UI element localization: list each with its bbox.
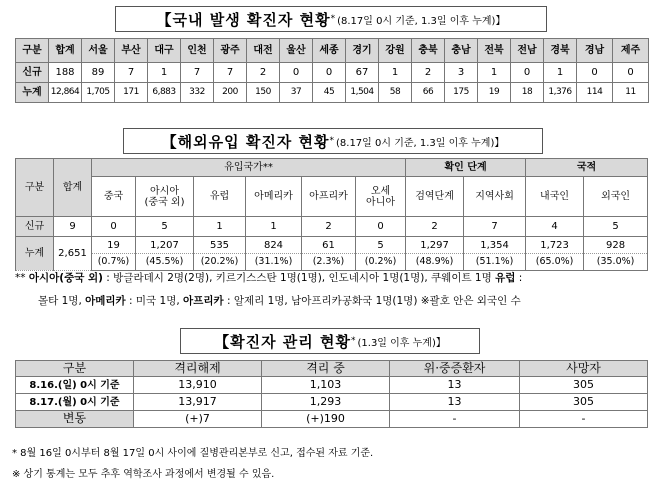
table-cell: 1,293 [262,394,390,411]
note-africa-label: 아프리카 [183,295,224,307]
table-cell: 332 [181,83,214,103]
header-cell: 세종 [313,39,346,63]
header-cell: 경남 [577,39,613,63]
sub-header-cell: 외국인 [584,177,648,217]
table-cell: 1 [379,63,412,83]
percent-cell: (20.2%) [194,254,246,271]
table-cell: 7 [181,63,214,83]
table-cell: 0 [577,63,613,83]
percent-cell: (31.1%) [246,254,302,271]
table-cell: 171 [115,83,148,103]
table-cell: 19 [92,237,136,254]
percent-cell: (0.7%) [92,254,136,271]
header-cell: 경기 [346,39,379,63]
table-cell: 1 [246,217,302,237]
table-cell: 6,883 [148,83,181,103]
note-prefix: ** [15,272,29,284]
note-america-text: : 미국 1명, [125,295,184,307]
header-cell: 전북 [478,39,511,63]
table-cell: 2 [247,63,280,83]
table-cell: 89 [82,63,115,83]
overseas-cases-table [15,158,648,271]
table-cell: - [520,411,648,428]
management-header-row [16,361,648,377]
sub-header-cell: 오세 아니아 [356,177,406,217]
note-america-label: 아메리카 [85,295,126,307]
table-cell: 18 [511,83,544,103]
overseas-group-header-row [16,159,648,177]
row-label: 신규 [16,63,49,83]
table-cell: 12,864 [49,83,82,103]
footnote-1: * 8월 16일 0시부터 8월 17일 0시 사이에 질병관리본부로 신고, 접수된 자료 기준. [12,448,374,459]
header-cell: 인천 [181,39,214,63]
table-cell: 1,103 [262,377,390,394]
table-cell: 928 [584,237,648,254]
table-cell: 58 [379,83,412,103]
table-cell: 4 [526,217,584,237]
table-cell: 13 [390,394,520,411]
management-title-mark: * [351,336,356,346]
row-label: 8.16.(일) 0시 기준 [16,377,134,394]
table-cell: 13,910 [134,377,262,394]
domestic-cases-table [15,38,649,103]
table-cell: 13 [390,377,520,394]
table-cell: 5 [584,217,648,237]
header-cell-stage-group: 확인 단계 [406,159,526,177]
management-title-box [180,328,480,354]
overseas-new-row [16,217,648,237]
domestic-title-box [115,6,547,32]
percent-cell: (65.0%) [526,254,584,271]
table-cell: 1,723 [526,237,584,254]
table-cell: 2 [302,217,356,237]
percent-cell: (0.2%) [356,254,406,271]
table-cell: 188 [49,63,82,83]
table-cell: 114 [577,83,613,103]
header-cell: 충북 [412,39,445,63]
table-cell: 1 [194,217,246,237]
overseas-note-line-2 [38,293,662,310]
percent-cell: (2.3%) [302,254,356,271]
table-cell: 305 [520,377,648,394]
table-cell: 67 [346,63,379,83]
note-africa-text: : 알제리 1명, 남아프리카공화국 1명(1명) ※괄호 안은 외국인 수 [223,295,521,307]
table-cell: (+)7 [134,411,262,428]
domestic-header-row [16,39,649,63]
table-cell: 1,376 [544,83,577,103]
header-cell: 제주 [613,39,649,63]
overseas-percent-row [16,254,648,271]
table-cell: 1,207 [136,237,194,254]
table-cell: 66 [412,83,445,103]
table-cell: 1 [148,63,181,83]
table-cell: 1,504 [346,83,379,103]
note-europe-label: 유럽 [495,272,516,284]
header-cell: 합계 [54,159,92,217]
header-cell: 광주 [214,39,247,63]
row-label: 신규 [16,217,54,237]
header-cell: 대구 [148,39,181,63]
header-cell-nationality-group: 국적 [526,159,648,177]
management-row-0817 [16,394,648,411]
table-cell: 1,354 [464,237,526,254]
footnote-2: ※ 상기 통계는 모두 추후 역학조사 과정에서 변경될 수 있음. [12,469,275,480]
management-row-0816 [16,377,648,394]
header-cell: 대전 [247,39,280,63]
table-cell: 150 [247,83,280,103]
sub-header-cell: 아프리카 [302,177,356,217]
table-cell: 2 [406,217,464,237]
overseas-title-sub: (8.17일 0시 기준, 1.3일 이후 누계)】 [336,137,505,149]
sub-header-cell: 아메리카 [246,177,302,217]
table-cell: (+)190 [262,411,390,428]
overseas-sub-header-row [16,177,648,217]
table-cell: 45 [313,83,346,103]
table-cell: 0 [613,63,649,83]
header-cell: 서울 [82,39,115,63]
management-title-sub: (1.3일 이후 누계)】 [357,337,446,349]
table-cell: 13,917 [134,394,262,411]
table-cell: 0 [511,63,544,83]
percent-cell: (48.9%) [406,254,464,271]
header-cell: 격리해제 [134,361,262,377]
overseas-title-box [123,128,543,154]
table-cell: 5 [356,237,406,254]
table-cell: 7 [115,63,148,83]
percent-cell: (45.5%) [136,254,194,271]
sub-header-cell: 지역사회 [464,177,526,217]
table-cell: 9 [54,217,92,237]
header-cell: 전남 [511,39,544,63]
table-cell: 0 [92,217,136,237]
header-cell: 부산 [115,39,148,63]
row-label: 누계 [16,237,54,271]
header-cell: 구분 [16,39,49,63]
header-cell: 격리 중 [262,361,390,377]
table-cell: 3 [445,63,478,83]
domestic-cumulative-row [16,83,649,103]
table-cell: 37 [280,83,313,103]
header-cell: 구분 [16,159,54,217]
note-asia-label: 아시아(중국 외) [28,272,103,284]
table-cell: 305 [520,394,648,411]
header-cell: 사망자 [520,361,648,377]
domestic-new-row [16,63,649,83]
header-cell: 합계 [49,39,82,63]
domestic-title-mark: * [330,14,336,24]
table-cell: 2,651 [54,237,92,271]
note-europe-text: : [515,272,523,284]
table-cell: - [390,411,520,428]
header-cell-country-group: 유입국가** [92,159,406,177]
table-cell: 7 [214,63,247,83]
domestic-title-sub: (8.17일 0시 기준, 1.3일 이후 누계)】 [337,15,506,27]
table-cell: 7 [464,217,526,237]
row-label: 변동 [16,411,134,428]
overseas-note-line-1 [15,270,655,287]
sub-header-cell: 내국인 [526,177,584,217]
table-cell: 2 [412,63,445,83]
sub-header-cell: 유럽 [194,177,246,217]
table-cell: 19 [478,83,511,103]
case-management-table [15,360,648,428]
table-cell: 5 [136,217,194,237]
overseas-cumulative-row [16,237,648,254]
table-cell: 11 [613,83,649,103]
header-cell: 울산 [280,39,313,63]
row-label: 8.17.(월) 0시 기준 [16,394,134,411]
table-cell: 0 [313,63,346,83]
table-cell: 1,705 [82,83,115,103]
header-cell: 경북 [544,39,577,63]
table-cell: 0 [280,63,313,83]
table-cell: 0 [356,217,406,237]
sub-header-cell: 중국 [92,177,136,217]
table-cell: 61 [302,237,356,254]
header-cell: 위·중증환자 [390,361,520,377]
overseas-title-mark: * [329,136,334,146]
header-cell: 구분 [16,361,134,377]
table-cell: 1 [544,63,577,83]
note-asia-text: : 방글라데시 2명(2명), 키르기스스탄 1명(1명), 인도네시아 1명(1명), 쿠웨이트 1명 [102,272,496,284]
note-line2-a: 몰타 1명, [38,295,86,307]
sub-header-cell: 검역단계 [406,177,464,217]
table-cell: 1 [478,63,511,83]
table-cell: 200 [214,83,247,103]
management-change-row [16,411,648,428]
overseas-title: 【해외유입 확진자 현황 [161,132,330,151]
table-cell: 535 [194,237,246,254]
table-cell: 1,297 [406,237,464,254]
header-cell: 충남 [445,39,478,63]
header-cell: 강원 [379,39,412,63]
row-label: 누계 [16,83,49,103]
percent-cell: (51.1%) [464,254,526,271]
domestic-title: 【국내 발생 확진자 현황 [156,10,331,29]
table-cell: 175 [445,83,478,103]
sub-header-cell: 아시아 (중국 외) [136,177,194,217]
percent-cell: (35.0%) [584,254,648,271]
management-title: 【확진자 관리 현황 [214,332,351,351]
table-cell: 824 [246,237,302,254]
